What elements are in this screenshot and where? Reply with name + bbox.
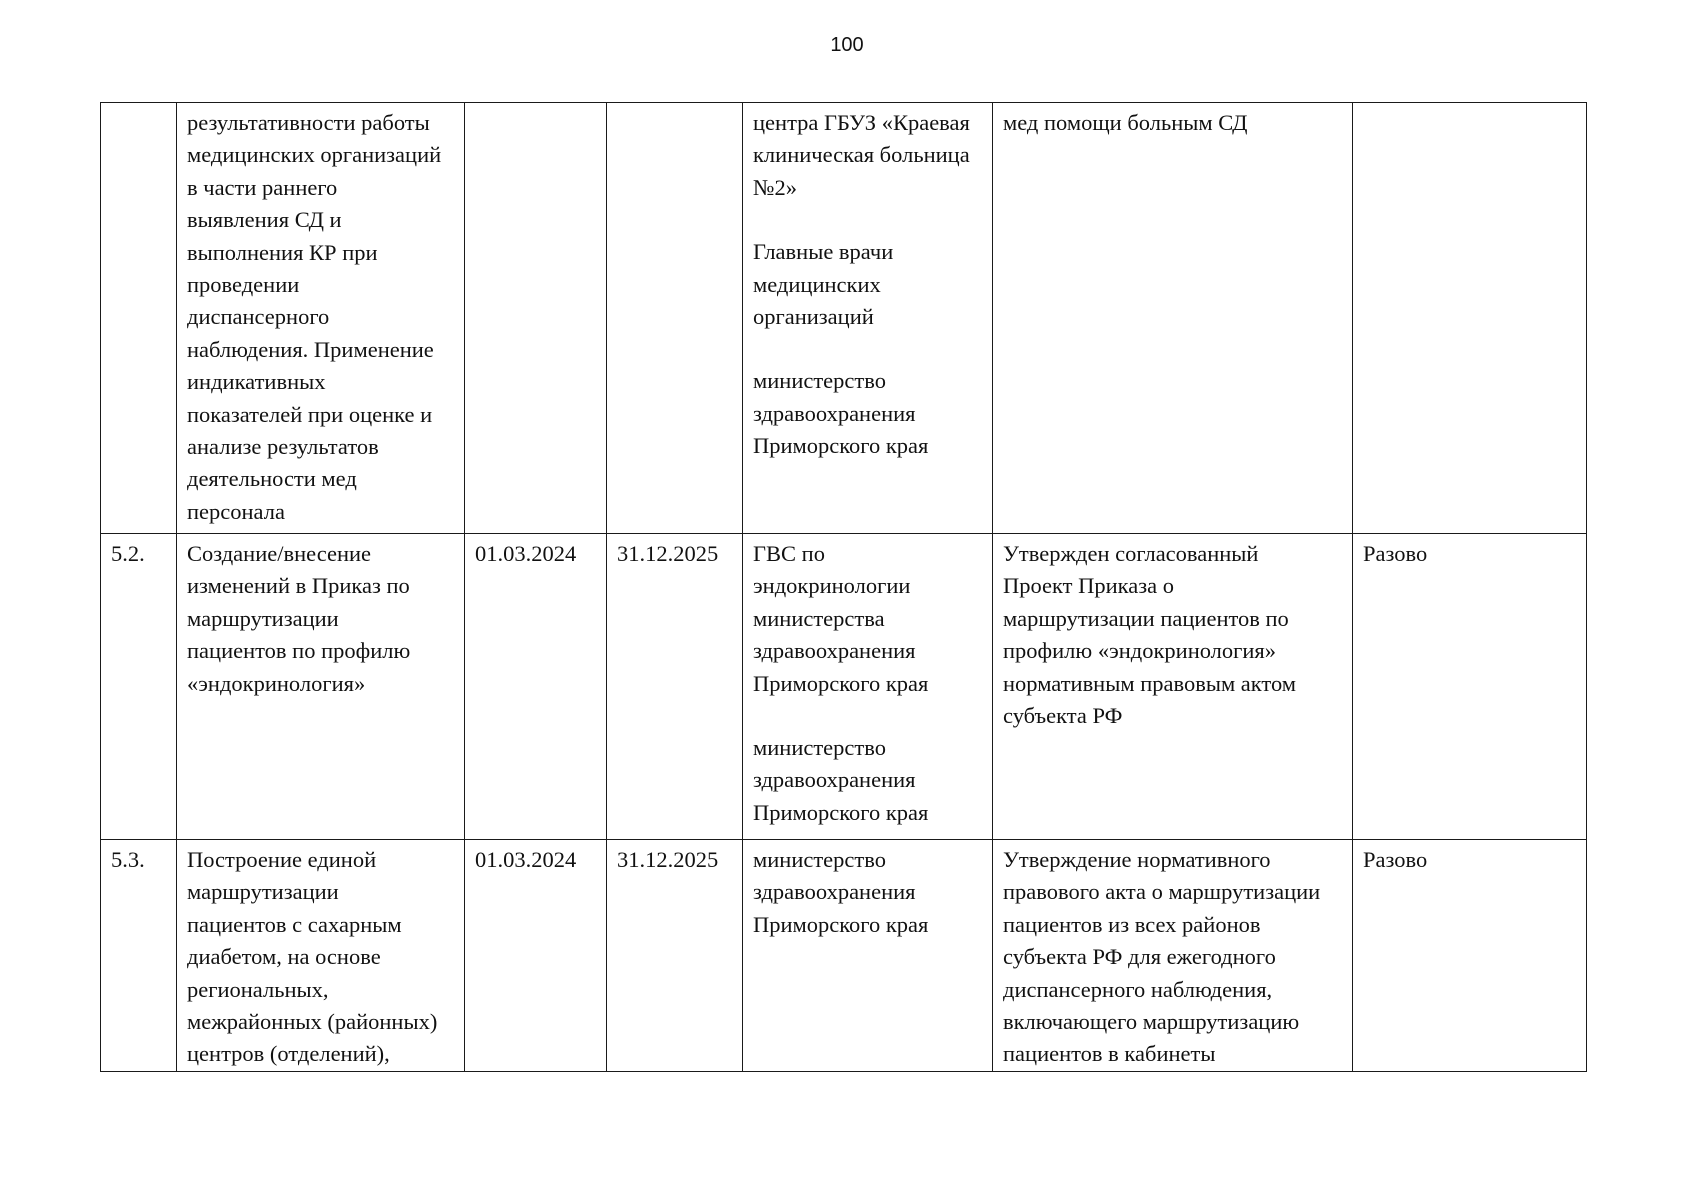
- responsible-line: Главные врачи: [753, 239, 894, 265]
- result-cell-line: включающего маршрутизацию: [1003, 1009, 1300, 1035]
- end-date: [607, 840, 743, 1072]
- responsible-line: здравоохранения: [753, 879, 916, 905]
- activity-cell-line: центров (отделений),: [187, 1041, 390, 1067]
- start-date: [465, 103, 607, 534]
- responsible-cell: [743, 534, 993, 840]
- result-cell-line: нормативным правовым актом: [1003, 670, 1297, 696]
- result-cell-line: субъекта РФ: [1003, 703, 1123, 729]
- frequency-cell-text: Разово: [1363, 541, 1428, 566]
- result-cell-line: Утверждение нормативного: [1003, 847, 1271, 872]
- activity-plan-table: [100, 102, 1587, 1072]
- activity-cell-line: индикативных: [187, 369, 326, 395]
- activity-cell-line: проведении: [187, 272, 300, 298]
- item-number: [101, 534, 177, 840]
- start-date-text: 01.03.2024: [475, 847, 577, 872]
- frequency-cell: [1353, 103, 1587, 534]
- item-number: [101, 103, 177, 534]
- paragraph-gap: [753, 204, 982, 236]
- activity-cell-line: пациентов по профилю: [187, 638, 411, 664]
- result-cell: [993, 840, 1353, 1072]
- responsible-line: здравоохранения: [753, 767, 916, 793]
- activity-cell-line: анализе результатов: [187, 434, 379, 460]
- end-date: [607, 534, 743, 840]
- activity-cell-line: медицинских организаций: [187, 142, 442, 168]
- activity-cell-line: изменений в Приказ по: [187, 573, 410, 599]
- responsible-line: министерство: [753, 368, 886, 394]
- result-cell-line: мед помощи больным СД: [1003, 110, 1248, 135]
- activity-cell: [177, 103, 465, 534]
- activity-cell-line: диабетом, на основе: [187, 944, 381, 970]
- responsible-line: министерство: [753, 735, 886, 761]
- result-cell: [993, 103, 1353, 534]
- activity-cell-line: наблюдения. Применение: [187, 336, 434, 362]
- activity-cell-line: диспансерного: [187, 304, 330, 330]
- result-cell-line: Утвержден согласованный: [1003, 541, 1259, 566]
- result-cell-line: пациентов из всех районов: [1003, 911, 1261, 937]
- activity-cell-line: в части раннего: [187, 174, 338, 200]
- activity-cell-line: выявления СД и: [187, 207, 342, 233]
- responsible-line: клиническая больница: [753, 142, 970, 168]
- responsible-line: министерство: [753, 847, 886, 872]
- responsible-line: организаций: [753, 304, 874, 330]
- activity-cell: [177, 840, 465, 1072]
- frequency-cell: [1353, 534, 1587, 840]
- responsible-line: Приморского края: [753, 670, 929, 696]
- activity-cell-line: региональных,: [187, 976, 329, 1002]
- table-row: [101, 103, 1587, 534]
- paragraph-gap: [753, 700, 982, 732]
- responsible-line: министерства: [753, 605, 885, 631]
- frequency-cell: [1353, 840, 1587, 1072]
- result-cell-line: профилю «эндокринология»: [1003, 638, 1277, 664]
- responsible-line: ГВС по: [753, 541, 825, 566]
- responsible-line: эндокринологии: [753, 573, 911, 599]
- activity-cell-line: результативности работы: [187, 110, 430, 135]
- activity-cell-line: Создание/внесение: [187, 541, 372, 566]
- activity-cell-line: показателей при оценке и: [187, 401, 433, 427]
- responsible-line: Приморского края: [753, 799, 929, 825]
- item-number-text: 5.2.: [111, 541, 145, 566]
- responsible-cell: [743, 103, 993, 534]
- result-cell-line: пациентов в кабинеты: [1003, 1041, 1216, 1067]
- result-cell-line: Проект Приказа о: [1003, 573, 1174, 599]
- responsible-line: здравоохранения: [753, 400, 916, 426]
- responsible-line: медицинских: [753, 271, 881, 297]
- result-cell-line: субъекта РФ для ежегодного: [1003, 944, 1276, 970]
- result-cell: [993, 534, 1353, 840]
- result-cell-line: маршрутизации пациентов по: [1003, 605, 1289, 631]
- responsible-line: Приморского края: [753, 911, 929, 937]
- activity-cell-line: деятельности мед: [187, 466, 357, 492]
- item-number: [101, 840, 177, 1072]
- activity-cell-line: выполнения КР при: [187, 239, 378, 265]
- responsible-cell: [743, 840, 993, 1072]
- activity-cell-line: персонала: [187, 498, 285, 524]
- table-row: [101, 534, 1587, 840]
- end-date: [607, 103, 743, 534]
- page-number: 100: [830, 34, 864, 56]
- start-date-text: 01.03.2024: [475, 541, 577, 566]
- activity-cell-line: пациентов с сахарным: [187, 911, 402, 937]
- result-cell-line: диспансерного наблюдения,: [1003, 976, 1273, 1002]
- responsible-line: центра ГБУЗ «Краевая: [753, 110, 970, 135]
- activity-cell-line: «эндокринология»: [187, 670, 366, 696]
- responsible-line: здравоохранения: [753, 638, 916, 664]
- frequency-cell-text: Разово: [1363, 847, 1428, 872]
- paragraph-gap: [753, 333, 982, 365]
- item-number-text: 5.3.: [111, 847, 145, 872]
- activity-cell-line: маршрутизации: [187, 605, 339, 631]
- activity-cell-line: Построение единой: [187, 847, 377, 872]
- table-row: [101, 840, 1587, 1072]
- result-cell-line: правового акта о маршрутизации: [1003, 879, 1321, 905]
- end-date-text: 31.12.2025: [617, 541, 719, 566]
- activity-cell-line: маршрутизации: [187, 879, 339, 905]
- responsible-line: №2»: [753, 174, 797, 200]
- start-date: [465, 534, 607, 840]
- responsible-line: Приморского края: [753, 433, 929, 459]
- activity-cell-line: межрайонных (районных): [187, 1009, 438, 1035]
- start-date: [465, 840, 607, 1072]
- activity-cell: [177, 534, 465, 840]
- end-date-text: 31.12.2025: [617, 847, 719, 872]
